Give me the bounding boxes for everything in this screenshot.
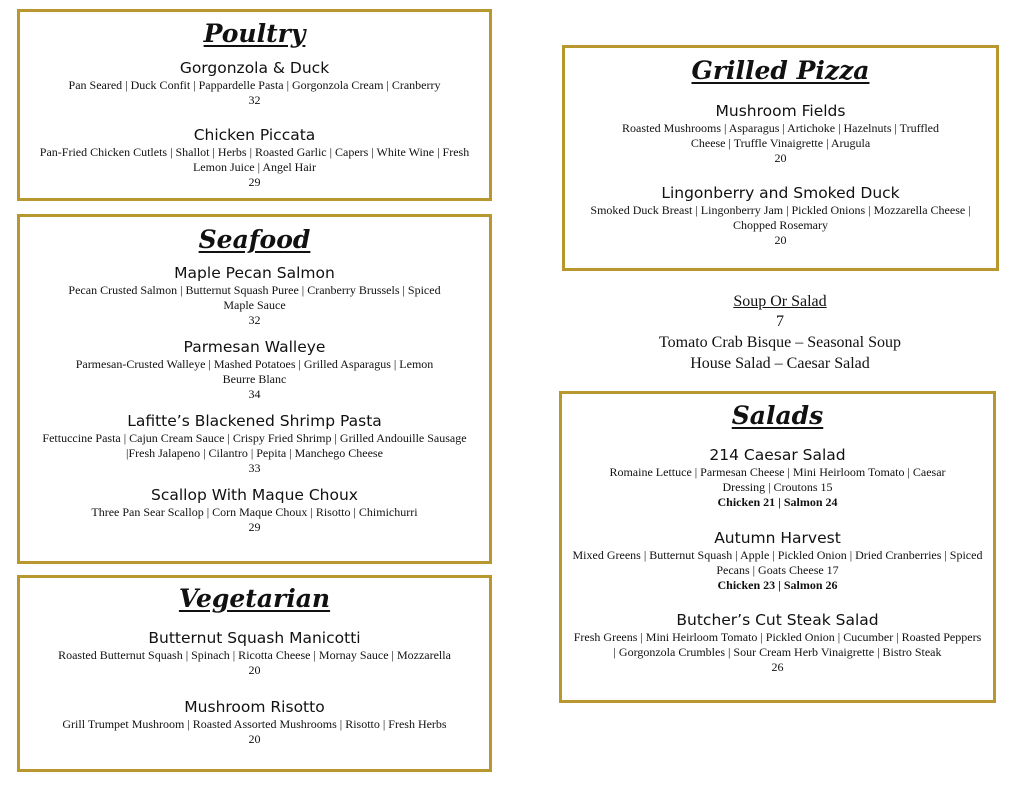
item-description: Roasted Butternut Squash | Spinach | Ricotta Cheese | Mornay Sauce | Mozzarella bbox=[58, 648, 451, 662]
menu-item bbox=[20, 264, 489, 327]
item-description: Pan Seared | Duck Confit | Pappardelle Pasta | Gorgonzola Cream | Cranberry bbox=[68, 78, 441, 92]
menu-item bbox=[562, 529, 993, 592]
item-name: Maple Pecan Salmon bbox=[174, 264, 335, 282]
item-description: Pecan Crusted Salmon | Butternut Squash Puree | Cranberry Brussels | Spiced Maple Sauce bbox=[68, 283, 441, 312]
soup-salad-heading: Soup Or Salad bbox=[733, 293, 827, 310]
item-price: 34 bbox=[248, 387, 261, 401]
soup-option: Tomato Crab Bisque – Seasonal Soup bbox=[659, 334, 901, 351]
item-name: 214 Caesar Salad bbox=[709, 446, 846, 464]
menu-item bbox=[562, 446, 993, 509]
item-price: 20 bbox=[774, 233, 787, 247]
salad-option: House Salad – Caesar Salad bbox=[690, 355, 870, 372]
item-name: Lingonberry and Smoked Duck bbox=[661, 184, 900, 202]
menu-item bbox=[20, 698, 489, 746]
item-name: Butcher’s Cut Steak Salad bbox=[676, 611, 879, 629]
item-price: 32 bbox=[248, 313, 261, 327]
item-name: Mushroom Risotto bbox=[184, 698, 325, 716]
item-description: Three Pan Sear Scallop | Corn Maque Choux | Risotto | Chimichurri bbox=[91, 505, 418, 519]
item-name: Chicken Piccata bbox=[193, 126, 316, 144]
item-name: Gorgonzola & Duck bbox=[179, 59, 330, 77]
item-price: 33 bbox=[248, 461, 261, 475]
item-name: Scallop With Maque Choux bbox=[151, 486, 358, 504]
item-protein-options: Chicken 21 | Salmon 24 bbox=[717, 495, 838, 509]
salads-section bbox=[559, 391, 996, 703]
menu-item bbox=[20, 629, 489, 677]
item-name: Butternut Squash Manicotti bbox=[148, 629, 361, 647]
item-description: Fettuccine Pasta | Cajun Cream Sauce | Crispy Fried Shrimp | Grilled Andouille Sausage |Fresh Jalapeno | Cilantro | Pepita | Manchego Cheese bbox=[42, 431, 467, 460]
menu-item bbox=[20, 126, 489, 189]
item-description: Pan-Fried Chicken Cutlets | Shallot | Herbs | Roasted Garlic | Capers | White Wine | Fresh Lemon Juice | Angel Hair bbox=[39, 145, 470, 174]
item-description: Parmesan-Crusted Walleye | Mashed Potatoes | Grilled Asparagus | Lemon Beurre Blanc bbox=[75, 357, 434, 386]
item-name: Lafitte’s Blackened Shrimp Pasta bbox=[127, 412, 382, 430]
section-title: Grilled Pizza bbox=[691, 56, 870, 85]
item-price: 20 bbox=[774, 151, 787, 165]
menu-item bbox=[20, 59, 489, 107]
menu-item bbox=[20, 486, 489, 534]
item-description: Romaine Lettuce | Parmesan Cheese | Mini Heirloom Tomato | Caesar Dressing | Croutons 15 bbox=[609, 465, 946, 494]
soup-salad-price: 7 bbox=[776, 313, 784, 330]
menu-item bbox=[20, 412, 489, 475]
item-description: Fresh Greens | Mini Heirloom Tomato | Pickled Onion | Cucumber | Roasted Peppers | Gorgonzola Crumbles | Sour Cream Herb Vinaigrette | Bistro Steak bbox=[573, 630, 982, 659]
grilled-pizza-section bbox=[562, 45, 999, 271]
menu-item bbox=[20, 338, 489, 401]
vegetarian-section bbox=[17, 575, 492, 772]
item-price: 20 bbox=[248, 732, 261, 746]
item-price: 29 bbox=[248, 520, 261, 534]
item-price: 26 bbox=[771, 660, 784, 674]
section-title: Vegetarian bbox=[178, 584, 331, 613]
section-title: Poultry bbox=[203, 19, 306, 48]
menu-item bbox=[565, 184, 996, 247]
soup-or-salad-block bbox=[600, 292, 960, 374]
section-title: Seafood bbox=[198, 225, 311, 254]
section-title: Salads bbox=[731, 401, 824, 430]
item-price: 29 bbox=[248, 175, 261, 189]
item-description: Mixed Greens | Butternut Squash | Apple | Pickled Onion | Dried Cranberries | Spiced Pecans | Goats Cheese 17 bbox=[572, 548, 983, 577]
item-name: Autumn Harvest bbox=[714, 529, 841, 547]
menu-item bbox=[562, 611, 993, 674]
item-name: Mushroom Fields bbox=[715, 102, 846, 120]
item-protein-options: Chicken 23 | Salmon 26 bbox=[717, 578, 838, 592]
item-name: Parmesan Walleye bbox=[183, 338, 326, 356]
item-description: Grill Trumpet Mushroom | Roasted Assorted Mushrooms | Risotto | Fresh Herbs bbox=[62, 717, 447, 731]
item-price: 32 bbox=[248, 93, 261, 107]
poultry-section bbox=[17, 9, 492, 201]
menu-item bbox=[565, 102, 996, 165]
item-description: Smoked Duck Breast | Lingonberry Jam | Pickled Onions | Mozzarella Cheese | Chopped Rosemary bbox=[590, 203, 971, 232]
item-description: Roasted Mushrooms | Asparagus | Artichoke | Hazelnuts | Truffled Cheese | Truffle Vinaigrette | Arugula bbox=[621, 121, 940, 150]
item-price: 20 bbox=[248, 663, 261, 677]
seafood-section bbox=[17, 214, 492, 564]
